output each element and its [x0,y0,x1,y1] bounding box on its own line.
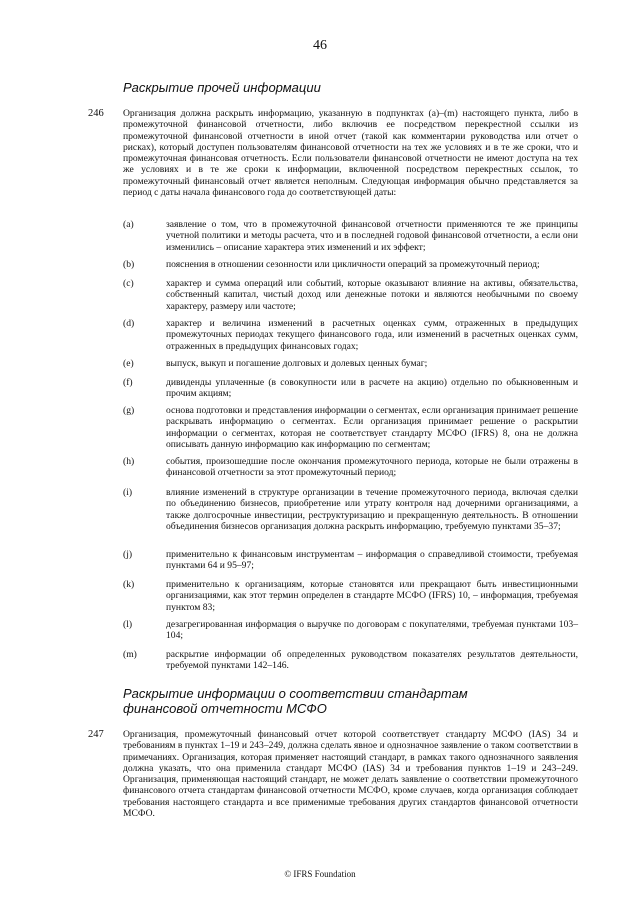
list-item-label-e: (e) [123,358,134,369]
list-item-label-a: (a) [123,219,134,230]
list-item-text-g: основа подготовки и представления информации о сегментах, если организация принимает решение раскрывать информацию о сегментах. Если организация принимает решение о раскрытии информации о сегментах, которая не соответствует стандарту МСФО (IFRS) 8, она не должна описывать данную информацию как информацию по сегментам; [166,405,578,450]
paragraph-246-intro: Организация должна раскрыть информацию, указанную в подпунктах (a)–(m) настоящего пункта, либо в промежуточной финансовой отчетности, либо включив ее посредством перекрестной ссылки из промежуточной финансовой отчетности в иной отчет (такой как комментарии руководства или отчет о рисках), который доступен пользователям финансовой отчетности на тех же условиях и в те же сроки, что и промежуточная финансовая отчетность. Если пользователи финансовой отчетности не имеют доступа на тех же условиях и в те же сроки к информации, включенной посредством перекрестных ссылок, то промежуточный финансовый отчет является неполным. Следующая информация обычно представляется за период с даты начала финансового года до соответствующей даты: [123,108,578,199]
list-item-text-f: дивиденды уплаченные (в совокупности или в расчете на акцию) отдельно по обыкновенным и прочим акциям; [166,377,578,400]
list-item-label-f: (f) [123,377,133,388]
list-item-text-m: раскрытие информации об определенных руководством показателях результатов деятельности, требуемой пунктами 142–146. [166,649,578,672]
list-item-text-i: влияние изменений в структуре организации в течение промежуточного периода, включая сделки по объединению бизнесов, приобретение или утрату контроля над дочерними организациями, а также долгосрочные инвестиции, реструктуризацию и прекращенную деятельность. В отношении объединения бизнесов организация должна раскрыть информацию, требуемую пунктами 35–37; [166,487,578,532]
list-item-label-m: (m) [123,649,137,660]
list-item-label-d: (d) [123,318,135,329]
paragraph-number-246: 246 [88,108,104,119]
list-item-text-e: выпуск, выкуп и погашение долговых и долевых ценных бумаг; [166,358,428,369]
paragraph-number-247: 247 [88,729,104,740]
page-number: 46 [313,38,327,53]
list-item-text-j: применительно к финансовым инструментам – информация о справедливой стоимости, требуемая пунктами 64 и 95–97; [166,549,578,572]
list-item-label-h: (h) [123,456,135,467]
list-item-text-l: дезагрегированная информация о выручке по договорам с покупателями, требуемая пунктами 103–104; [166,619,578,642]
paragraph-247-text: Организация, промежуточный финансовый отчет которой соответствует стандарту МСФО (IAS) 34 и требованиям в пунктах 1–19 и 243–249, должна сделать явное и однозначное заявление о таком соответствии в примечаниях. Организация, которая применяет настоящий стандарт, в рамках такого однозначного заявления должна указать, что она применила стандарт МСФО (IAS) 34 и требования пунктов 1–19 и 243–249. Организация, применяющая настоящий стандарт, не может делать заявление о соответствии промежуточного финансового отчета стандартам финансовой отчетности МСФО, кроме случаев, когда организация соблюдает требования настоящего стандарта и все применимые требования других стандартов финансовой отчетности МСФО. [123,729,578,820]
list-item-label-c: (c) [123,278,134,289]
list-item-text-b: пояснения в отношении сезонности или цикличности операций за промежуточный период; [166,259,540,270]
list-item-text-d: характер и величина изменений в расчетных оценках сумм, отраженных в предыдущих промежуточных периодах текущего финансового года, или изменений в расчетных оценках сумм, отраженных в предыдущих финансовых годах; [166,318,578,352]
list-item-label-j: (j) [123,549,133,560]
list-item-text-c: характер и сумма операций или событий, которые оказывают влияние на активы, обязательства, собственный капитал, чистый доход или денежные потоки и являются необычными по своему характеру, размеру или частоте; [166,278,578,312]
list-item-label-l: (l) [123,619,133,630]
list-item-text-a: заявление о том, что в промежуточной финансовой отчетности применяются те же принципы учетной политики и методы расчета, что и в последней годовой финансовой отчетности, а если они изменились – описание характера этих изменений и их эффект; [166,219,578,253]
list-item-label-k: (k) [123,579,135,590]
section-heading-compliance: Раскрытие информации о соответствии стандартам финансовой отчетности МСФО [123,686,468,716]
list-item-text-h: события, произошедшие после окончания промежуточного периода, которые не были отражены в финансовой отчетности за этот промежуточный период; [166,456,578,479]
section-heading-other-disclosures: Раскрытие прочей информации [123,80,321,95]
list-item-label-g: (g) [123,405,135,416]
page-footer: © IFRS Foundation [284,869,356,879]
list-item-label-i: (i) [123,487,133,498]
list-item-text-k: применительно к организациям, которые становятся или прекращают быть инвестиционными организациями, как этот термин определен в стандарте МСФО (IFRS) 10, – информация, требуемая пунктом 83; [166,579,578,613]
list-item-label-b: (b) [123,259,135,270]
